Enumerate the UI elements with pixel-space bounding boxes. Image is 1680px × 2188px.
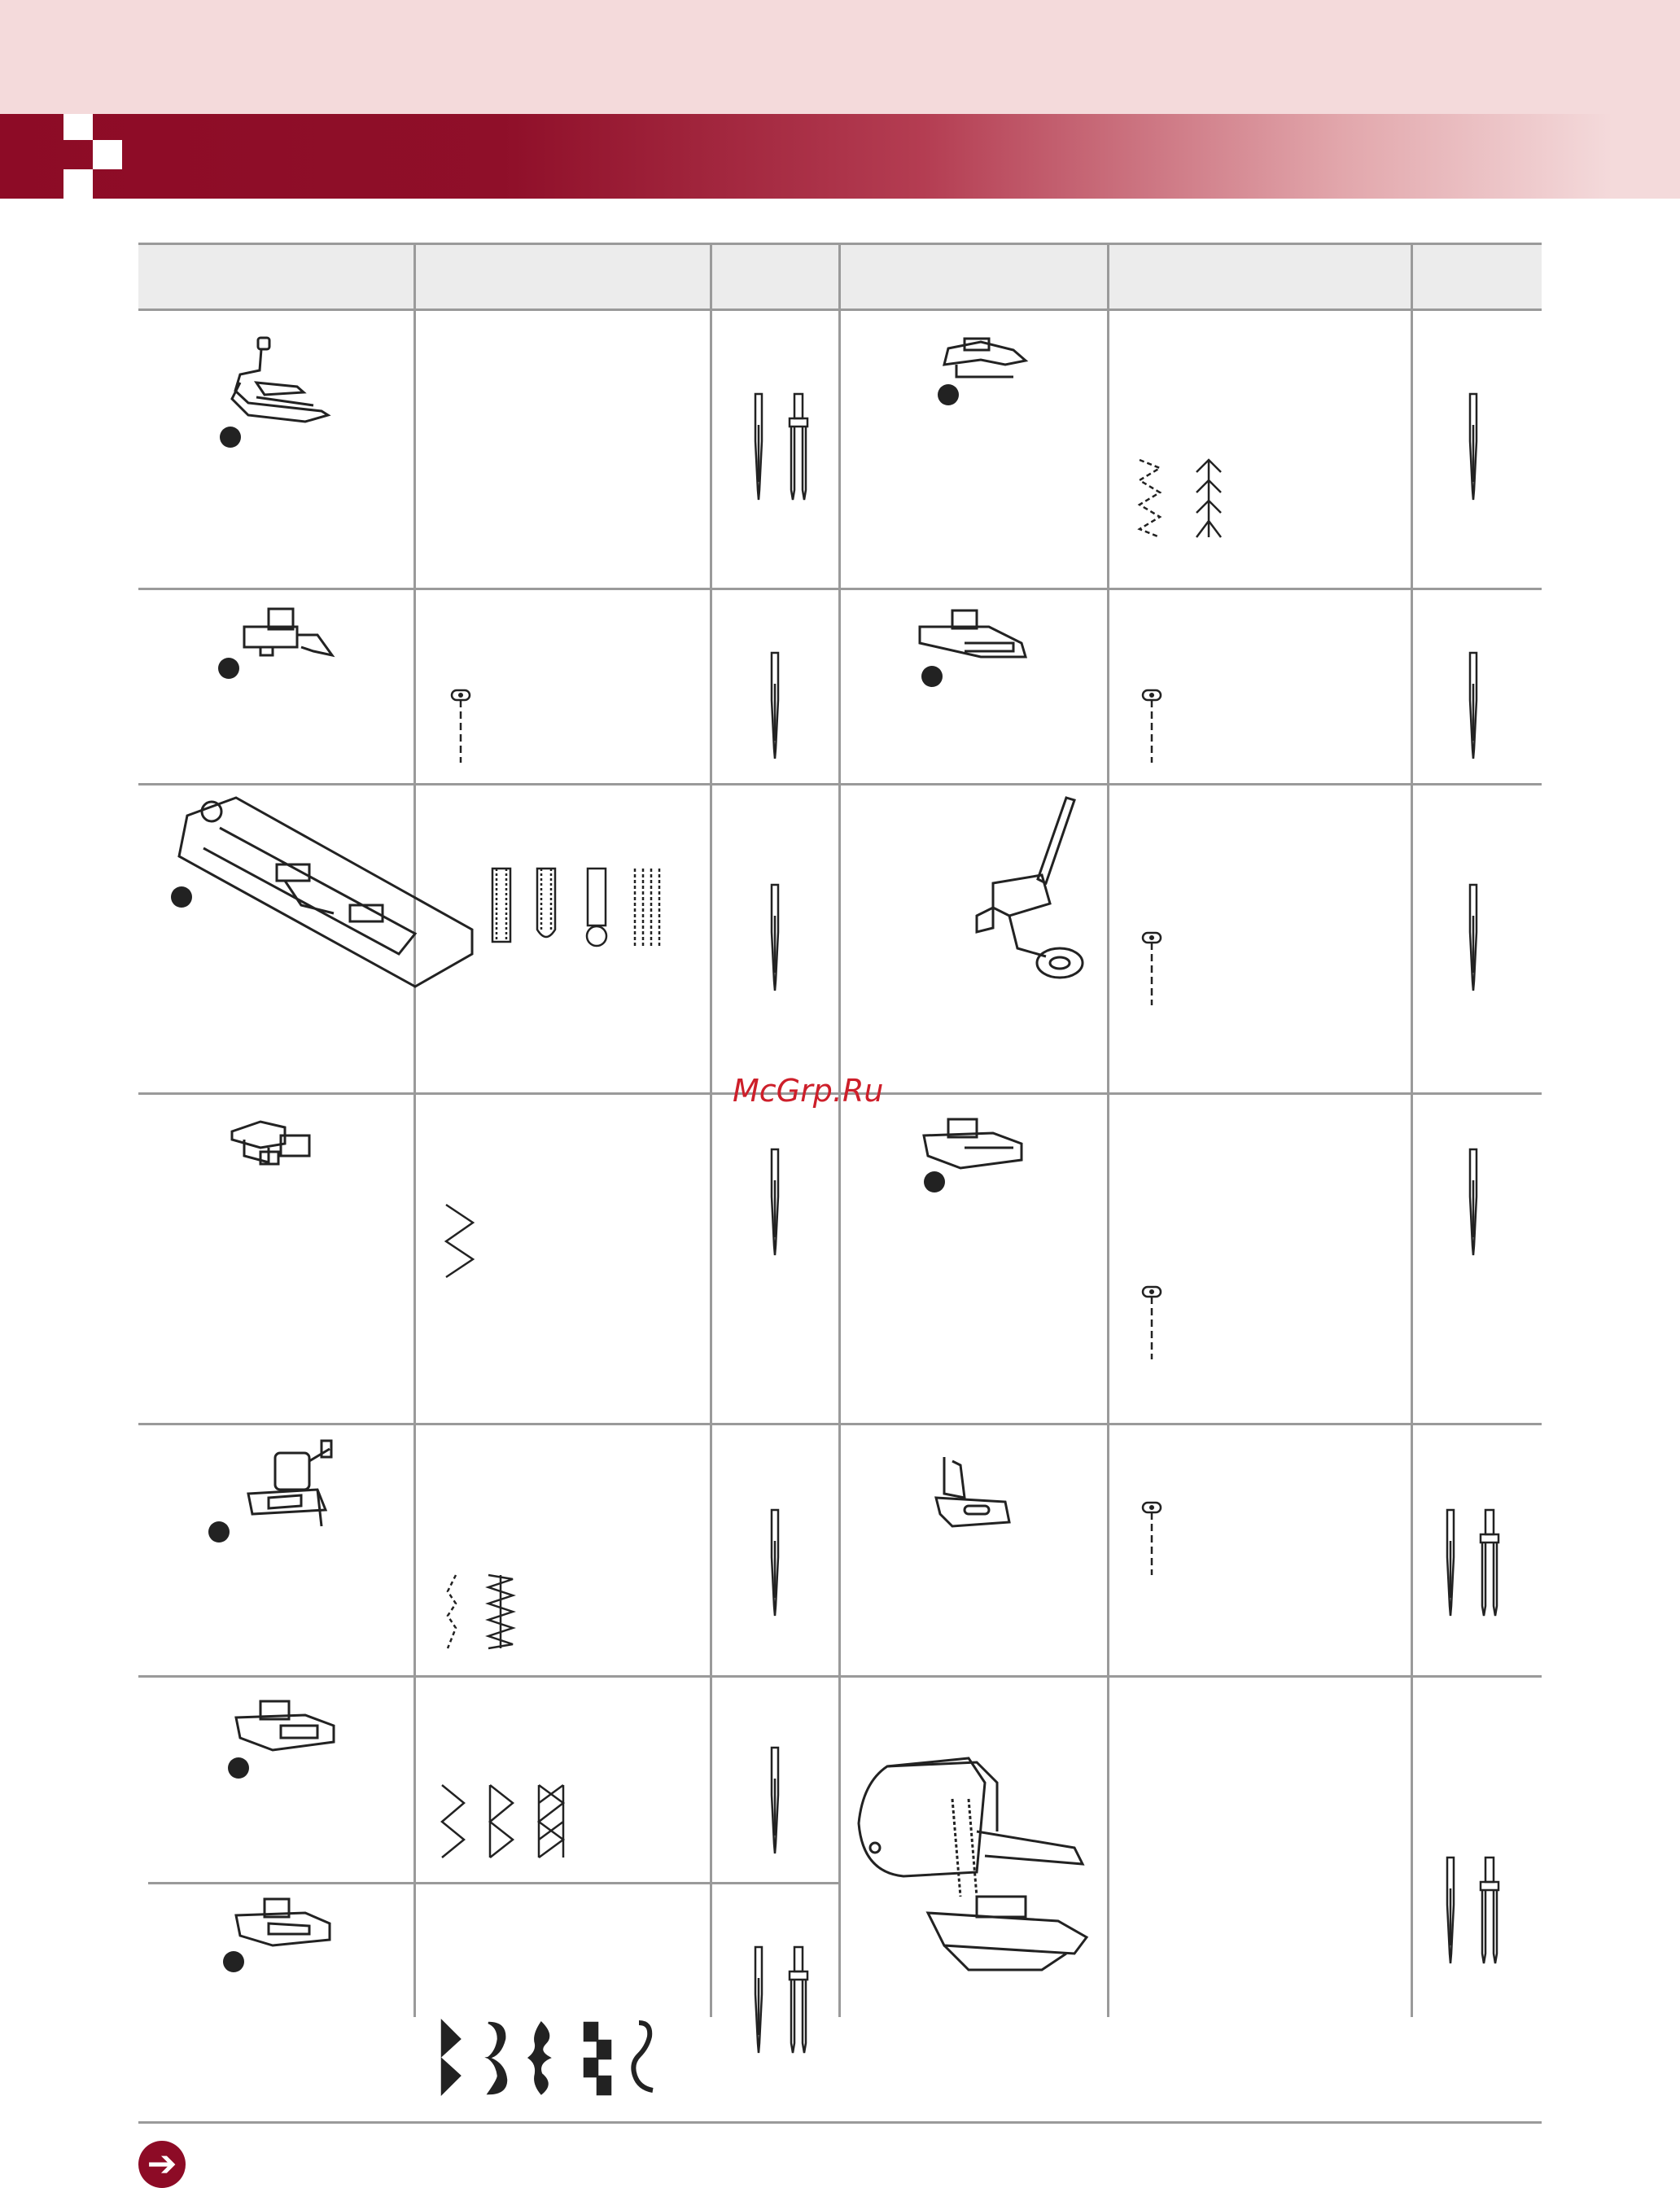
needle-icon bbox=[1467, 651, 1480, 761]
needle-icon bbox=[768, 883, 781, 993]
buttonhole-stitches-icon bbox=[488, 864, 663, 950]
straight-stitch-icon bbox=[1140, 930, 1165, 1008]
bullet-icon bbox=[922, 1170, 947, 1194]
needle-icon bbox=[1467, 1148, 1480, 1258]
edge-foot-icon bbox=[928, 1453, 1017, 1543]
decorative-foot-icon bbox=[232, 1895, 334, 1960]
zipper-foot-icon bbox=[236, 602, 342, 672]
bullet-icon bbox=[226, 1756, 251, 1780]
col-rule-4 bbox=[1107, 243, 1109, 2017]
title-bar bbox=[0, 114, 1680, 199]
straight-stitch-icon bbox=[1140, 688, 1165, 765]
next-page-arrow-icon[interactable]: ➔ bbox=[138, 2141, 186, 2188]
bullet-icon bbox=[936, 383, 960, 407]
buttonhole-foot-icon bbox=[171, 791, 472, 995]
overcast-foot-icon bbox=[236, 1437, 342, 1543]
twin-needle-icon bbox=[786, 392, 811, 502]
needle-icon bbox=[1444, 1856, 1457, 1966]
col-rule-3 bbox=[838, 243, 841, 2017]
straight-stitch-icon bbox=[449, 688, 474, 765]
needle-icon bbox=[768, 1148, 781, 1258]
logo-square-3 bbox=[63, 169, 93, 199]
needle-icon bbox=[768, 1746, 781, 1856]
satin-foot-icon bbox=[232, 1697, 338, 1762]
watermark: McGrp.Ru bbox=[733, 1073, 884, 1109]
zigzag-stitch-icon bbox=[444, 1202, 476, 1280]
zigzag-stitches-icon bbox=[440, 1783, 570, 1860]
rule-row-6 bbox=[148, 1882, 840, 1884]
dual-feed-foot-icon bbox=[855, 1750, 1091, 1978]
presser-foot-icon bbox=[208, 334, 338, 440]
needle-icon bbox=[752, 1945, 765, 2055]
col-rule-2 bbox=[710, 243, 712, 2017]
straight-stitch-icon bbox=[1140, 1500, 1165, 1578]
twin-needle-icon bbox=[1477, 1856, 1502, 1966]
bullet-icon bbox=[169, 885, 194, 909]
presser-foot-icon bbox=[932, 332, 1030, 389]
bullet-icon bbox=[218, 425, 243, 449]
needle-icon bbox=[1467, 883, 1480, 993]
col-rule-1 bbox=[413, 243, 416, 2017]
footer-rule bbox=[138, 2121, 1542, 2124]
blind-hem-stitch-icon bbox=[1135, 456, 1241, 545]
logo-square-2 bbox=[93, 140, 122, 169]
needle-icon bbox=[752, 392, 765, 502]
logo-square-1 bbox=[63, 114, 93, 140]
bullet-icon bbox=[221, 1950, 246, 1974]
needle-icon bbox=[768, 651, 781, 761]
needle-icon bbox=[1467, 392, 1480, 502]
col-rule-5 bbox=[1411, 243, 1413, 2017]
header-band bbox=[0, 0, 1680, 114]
needle-icon bbox=[768, 1508, 781, 1618]
straight-stitch-icon bbox=[1140, 1284, 1165, 1362]
twin-needle-icon bbox=[1477, 1508, 1502, 1618]
bullet-icon bbox=[207, 1520, 231, 1544]
needle-icon bbox=[1444, 1508, 1457, 1618]
button-sew-on-foot-icon bbox=[228, 1115, 317, 1172]
bullet-icon bbox=[217, 656, 241, 680]
overcast-stitches-icon bbox=[444, 1571, 517, 1652]
darning-foot-icon bbox=[960, 794, 1091, 985]
bullet-icon bbox=[920, 664, 944, 689]
decorative-stitches-icon bbox=[440, 2019, 667, 2096]
twin-needle-icon bbox=[786, 1945, 811, 2055]
